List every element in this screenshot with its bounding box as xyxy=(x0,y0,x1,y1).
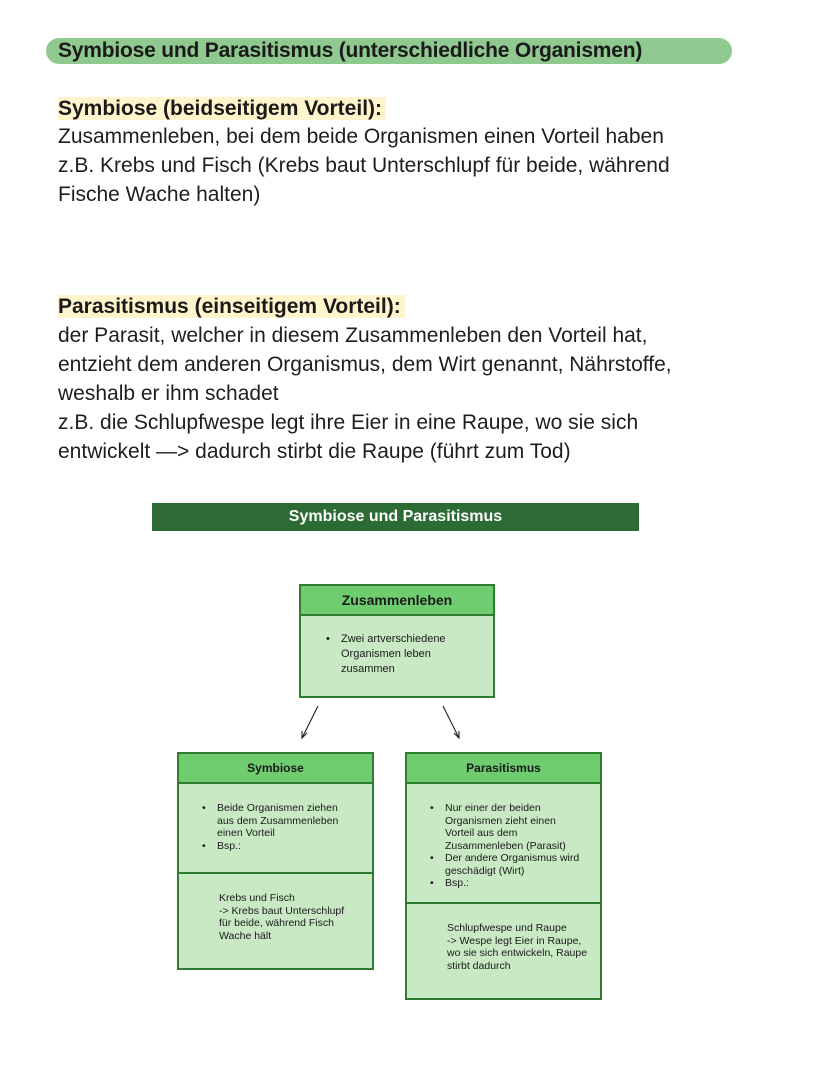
symbiose-box-title: Symbiose xyxy=(179,754,372,784)
text-line: entzieht dem anderen Organismus, dem Wirt genannt, Nährstoffe, xyxy=(58,353,672,376)
symbiose-list xyxy=(199,802,338,852)
text-line: weshalb er ihm schadet xyxy=(58,382,279,405)
symbiose-example-section xyxy=(179,872,372,968)
arrow-right xyxy=(443,706,459,738)
text-line: z.B. Krebs und Fisch (Krebs baut Unterschlupf für beide, während xyxy=(58,154,670,177)
symbiose-example: Krebs und Fisch -> Krebs baut Unterschlupf für beide, während Fisch Wache hält xyxy=(219,892,345,942)
parasitismus-list xyxy=(427,802,579,890)
text-line: z.B. die Schlupfwespe legt ihre Eier in eine Raupe, wo sie sich xyxy=(58,411,639,434)
list-item: • Zwei artverschiedene Organismen leben zusammen xyxy=(323,632,446,677)
symbiose-heading: Symbiose (beidseitigem Vorteil): xyxy=(58,97,386,121)
list-item: • Nur einer der beiden Organismen zieht einen Vorteil aus dem Zusammenleben (Parasit) xyxy=(427,802,579,852)
list-item: • Bsp.: xyxy=(199,840,338,853)
symbiose-box xyxy=(177,752,374,970)
list-item: • Beide Organismen ziehen aus dem Zusammenleben einen Vorteil xyxy=(199,802,338,840)
page-title: Symbiose und Parasitismus (unterschiedliche Organismen) xyxy=(58,39,643,62)
parasitismus-example-section xyxy=(407,902,600,998)
list-item: • Der andere Organismus wird geschädigt (Wirt) xyxy=(427,852,579,877)
list-item: • Bsp.: xyxy=(427,877,579,890)
text-line: Zusammenleben, bei dem beide Organismen einen Vorteil haben xyxy=(58,125,664,148)
zusammenleben-title: Zusammenleben xyxy=(301,586,493,616)
text-line: der Parasit, welcher in diesem Zusammenleben den Vorteil hat, xyxy=(58,324,648,347)
text-line: entwickelt —> dadurch stirbt die Raupe (führt zum Tod) xyxy=(58,440,571,463)
arrow-left xyxy=(302,706,318,738)
parasitismus-example: Schlupfwespe und Raupe -> Wespe legt Eier in Raupe, wo sie sich entwickeln, Raupe stirbt dadurch xyxy=(447,922,588,972)
diagram-banner: Symbiose und Parasitismus xyxy=(152,503,639,531)
parasitismus-box-title: Parasitismus xyxy=(407,754,600,784)
parasitismus-heading: Parasitismus (einseitigem Vorteil): xyxy=(58,295,405,319)
parasitismus-box xyxy=(405,752,602,1000)
text-line: Fische Wache halten) xyxy=(58,183,261,206)
